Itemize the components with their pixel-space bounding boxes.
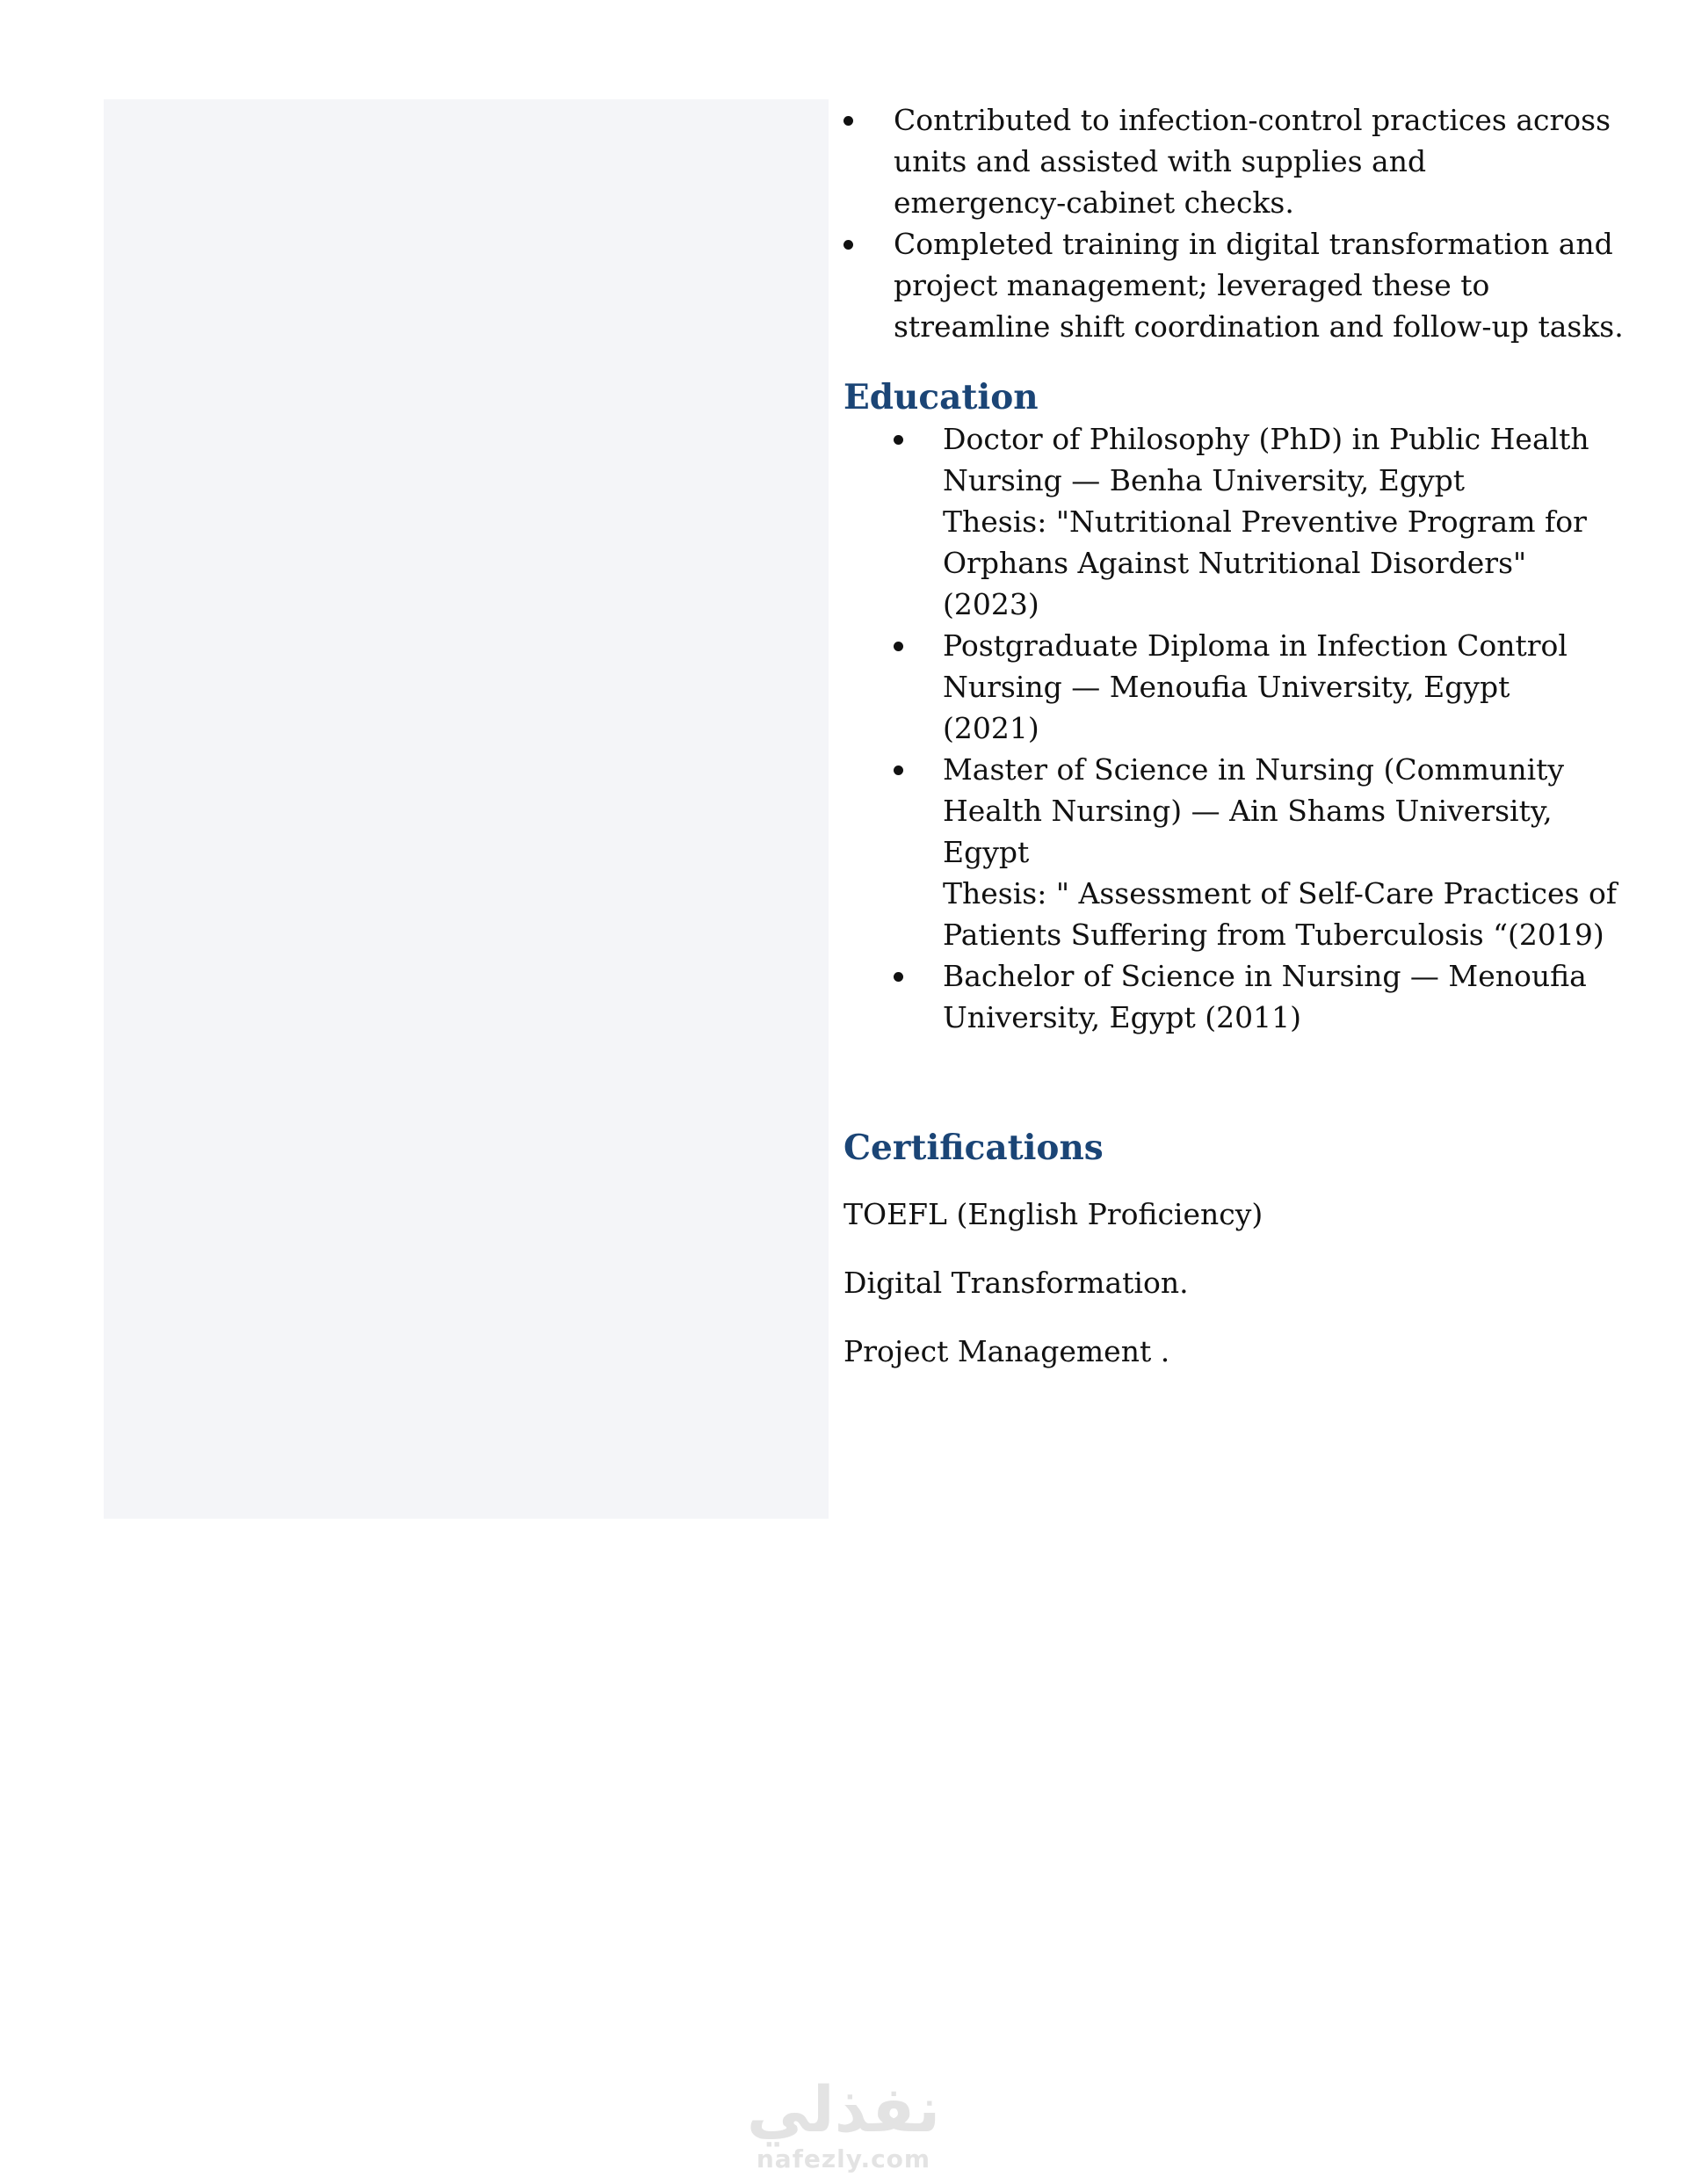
bullet-dot-icon (844, 116, 853, 126)
certifications-list (844, 1194, 1546, 1372)
bullet-line: project management; leveraged these to (894, 268, 1490, 302)
education-line: Thesis: " Assessment of Self-Care Practices of (943, 876, 1618, 911)
bullet-line: Contributed to infection-control practices across (894, 103, 1611, 137)
certification-item: TOEFL (English Proficiency) (844, 1197, 1263, 1231)
education-line: (2021) (943, 711, 1039, 745)
experience-bullet (844, 99, 1611, 223)
education-line: Master of Science in Nursing (Community (943, 752, 1565, 787)
education-line: (2023) (943, 587, 1039, 621)
bullet-dot-icon (894, 972, 903, 982)
education-line: University, Egypt (2011) (943, 1000, 1302, 1034)
education-line: Thesis: "Nutritional Preventive Program for (943, 504, 1587, 539)
bullet-line: streamline shift coordination and follow-up tasks. (894, 309, 1624, 344)
education-item-bachelor (844, 955, 1587, 1038)
education-item-masters (844, 749, 1618, 955)
education-item-diploma (844, 625, 1568, 749)
bullet-line: emergency-cabinet checks. (894, 185, 1294, 220)
bullet-dot-icon (894, 642, 903, 651)
experience-bullet (844, 223, 1624, 347)
education-line: Bachelor of Science in Nursing — Menoufia (943, 959, 1587, 993)
sidebar-panel (104, 99, 829, 1519)
education-line: Patients Suffering from Tuberculosis “(2019) (943, 918, 1604, 952)
education-line: Orphans Against Nutritional Disorders" (943, 546, 1527, 580)
education-heading: Education (844, 377, 1039, 417)
watermark-domain: nafezly.com (756, 2144, 931, 2173)
education-line: Nursing — Menoufia University, Egypt (943, 670, 1510, 704)
education-item-phd (844, 418, 1589, 625)
bullet-line: Completed training in digital transformation and (894, 227, 1613, 261)
education-line: Health Nursing) — Ain Shams University, (943, 794, 1553, 828)
bullet-dot-icon (844, 240, 853, 250)
nafezly-watermark (0, 2074, 1687, 2174)
certifications-heading: Certifications (844, 1128, 1104, 1168)
education-line: Nursing — Benha University, Egypt (943, 463, 1465, 497)
main-column (844, 99, 1624, 1399)
bullet-line: units and assisted with supplies and (894, 144, 1427, 178)
education-line: Postgraduate Diploma in Infection Control (943, 628, 1568, 663)
education-list (844, 418, 1618, 1038)
education-line: Egypt (943, 835, 1030, 869)
experience-bullet-list (844, 99, 1624, 347)
certification-item: Digital Transformation. (844, 1266, 1189, 1300)
education-line: Doctor of Philosophy (PhD) in Public Health (943, 422, 1589, 456)
certification-item: Project Management . (844, 1334, 1170, 1368)
bullet-dot-icon (894, 435, 903, 445)
watermark-arabic-logo: نفذلي (746, 2072, 941, 2146)
bullet-dot-icon (894, 765, 903, 775)
